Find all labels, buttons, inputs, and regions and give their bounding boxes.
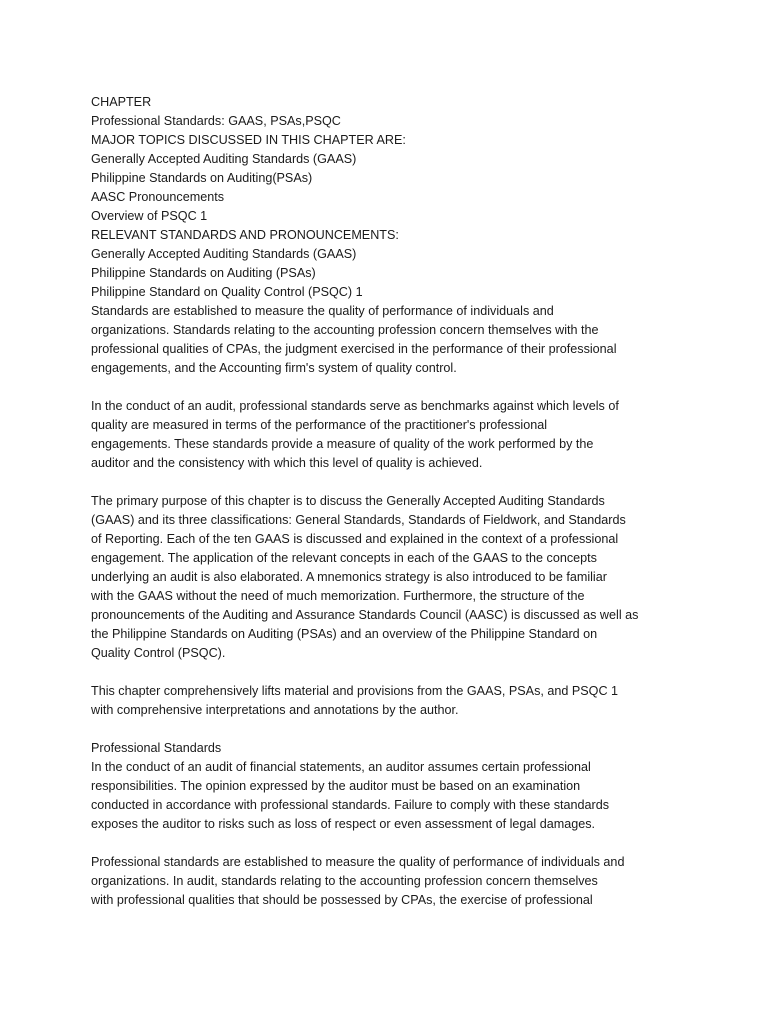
paragraph-standards-intro [91,302,691,378]
paragraph-line: engagement. The application of the relevant concepts in each of the GAAS to the concepts [91,551,597,565]
paragraph-spacer [91,720,691,739]
paragraph-line: with comprehensive interpretations and annotations by the author. [91,703,459,717]
paragraph-chapter-purpose [91,492,691,663]
paragraph-line: Quality Control (PSQC). [91,646,226,660]
paragraph-line: with professional qualities that should be possessed by CPAs, the exercise of professional [91,893,593,907]
paragraph-line: conducted in accordance with professional standards. Failure to comply with these standards [91,798,610,812]
paragraph-line: engagements. These standards provide a measure of quality of the work performed by the [91,437,594,451]
topic-item: Generally Accepted Auditing Standards (GAAS) [91,152,357,166]
standard-item: Philippine Standards on Auditing (PSAs) [91,266,316,280]
topic-item: Philippine Standards on Auditing(PSAs) [91,171,313,185]
chapter-header-block [91,93,691,302]
paragraph-line: of Reporting. Each of the ten GAAS is discussed and explained in the context of a professional [91,532,619,546]
paragraph-line: exposes the auditor to risks such as loss of respect or even assessment of legal damages. [91,817,596,831]
document-body [91,93,691,910]
topic-item: Overview of PSQC 1 [91,209,208,223]
paragraph-line: responsibilities. The opinion expressed by the auditor must be based on an examination [91,779,581,793]
paragraph-spacer [91,473,691,492]
paragraph-line: This chapter comprehensively lifts material and provisions from the GAAS, PSAs, and PSQC 1 [91,684,619,698]
chapter-label: CHAPTER [91,95,152,109]
paragraph-line: organizations. In audit, standards relating to the accounting profession concern themselves [91,874,598,888]
paragraph-line: In the conduct of an audit of financial statements, an auditor assumes certain professional [91,760,591,774]
chapter-title: Professional Standards: GAAS, PSAs,PSQC [91,114,341,128]
section-heading: Professional Standards [91,741,222,755]
paragraph-line: Professional standards are established to measure the quality of performance of individuals and [91,855,625,869]
paragraph-line: professional qualities of CPAs, the judgment exercised in the performance of their professional [91,342,617,356]
paragraph-line: auditor and the consistency with which this level of quality is achieved. [91,456,483,470]
paragraph-auditor-responsibilities [91,758,691,834]
paragraph-line: pronouncements of the Auditing and Assurance Standards Council (AASC) is discussed as well as [91,608,639,622]
paragraph-spacer [91,663,691,682]
paragraph-line: with the GAAS without the need of much memorization. Furthermore, the structure of the [91,589,585,603]
paragraph-line: engagements, and the Accounting firm's system of quality control. [91,361,457,375]
paragraph-line: (GAAS) and its three classifications: General Standards, Standards of Fieldwork, and Standards [91,513,626,527]
paragraph-line: The primary purpose of this chapter is to discuss the Generally Accepted Auditing Standards [91,494,605,508]
topic-item: AASC Pronouncements [91,190,225,204]
paragraph-spacer [91,378,691,397]
paragraph-professional-standards [91,853,691,910]
paragraph-line: In the conduct of an audit, professional standards serve as benchmarks against which levels of [91,399,619,413]
standard-item: Philippine Standard on Quality Control (PSQC) 1 [91,285,363,299]
paragraph-chapter-sources [91,682,691,720]
paragraph-line: quality are measured in terms of the performance of the practitioner's professional [91,418,548,432]
relevant-standards-heading: RELEVANT STANDARDS AND PRONOUNCEMENTS: [91,228,399,242]
paragraph-line: the Philippine Standards on Auditing (PSAs) and an overview of the Philippine Standard on [91,627,598,641]
major-topics-heading: MAJOR TOPICS DISCUSSED IN THIS CHAPTER ARE: [91,133,406,147]
paragraph-line: underlying an audit is also elaborated. A mnemonics strategy is also introduced to be familiar [91,570,607,584]
paragraph-spacer [91,834,691,853]
paragraph-benchmarks [91,397,691,473]
paragraph-line: Standards are established to measure the quality of performance of individuals and [91,304,554,318]
paragraph-line: organizations. Standards relating to the accounting profession concern themselves with the [91,323,599,337]
standard-item: Generally Accepted Auditing Standards (GAAS) [91,247,357,261]
